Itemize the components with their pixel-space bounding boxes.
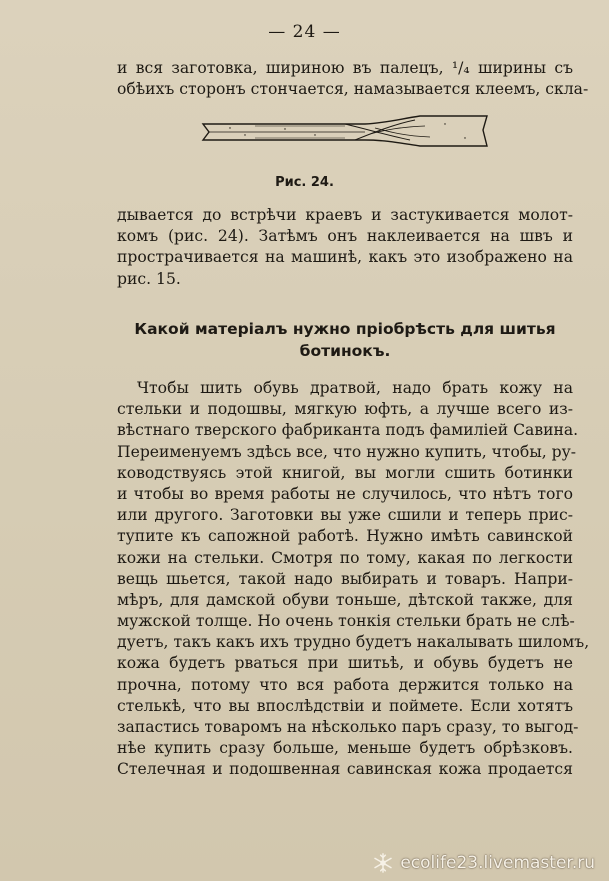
text-line: вещь шьется, такой надо выбирать и товаръ. Напри- <box>117 569 573 588</box>
text-line: Стелечная и подошвенная савинская кожа продается <box>117 760 573 779</box>
text-line: нѣе купить сразу больше, меньше будетъ обрѣзковъ. <box>117 739 573 758</box>
text-line: ководствуясь этой книгой, вы могли сшить ботинки <box>117 463 573 482</box>
text-line: прочна, потому что вся работа держится только на <box>117 675 573 694</box>
text-line: кожа будетъ рваться при шитьѣ, и обувь будетъ не <box>117 654 573 673</box>
snowflake-icon <box>372 852 394 874</box>
text-line: стельки и подошвы, мягкую юфть, а лучше всего из- <box>117 400 573 419</box>
text-line: тупите къ сапожной работѣ. Нужно имѣть савинской <box>117 527 573 546</box>
paragraph-main <box>117 378 590 781</box>
paragraph-top <box>117 58 589 100</box>
text-line: рис. 15. <box>117 269 181 288</box>
paragraph-continued <box>117 205 573 290</box>
text-line: мѣръ, для дамской обуви тоньше, дѣтской также, для <box>117 590 573 609</box>
text-line: обѣихъ сторонъ стончается, намазывается клеемъ, скла- <box>117 80 589 99</box>
heading-line: ботинокъ. <box>299 342 391 360</box>
text-line: вѣстнаго тверского фабриканта подъ фамилiей Савина. <box>117 421 579 440</box>
text-line: кожи на стельки. Смотря по тому, какая по легкости <box>117 548 573 567</box>
section-heading <box>117 318 573 362</box>
text-line: дывается до встрѣчи краевъ и застукивается молот- <box>117 206 573 224</box>
text-line: Чтобы шить обувь дратвой, надо брать кожу на <box>137 379 573 397</box>
text-line: комъ (рис. 24). Затѣмъ онъ наклеивается на швъ и <box>117 227 573 246</box>
page-number: — 24 — <box>268 22 341 42</box>
text-line: или другого. Заготовки вы уже сшили и теперь прис- <box>117 506 573 525</box>
watermark <box>372 851 595 875</box>
text-line: мужской толще. Но очень тонкiя стельки брать не слѣ- <box>117 612 575 631</box>
text-line: и чтобы во время работы не случилось, что нѣтъ того <box>117 484 573 503</box>
heading-line: Какой матерiалъ нужно прiобрѣсть для шитья <box>134 320 556 338</box>
figure-24-illustration <box>195 110 495 160</box>
text-line: прострачивается на машинѣ, какъ это изображено на <box>117 248 573 267</box>
text-line: и вся заготовка, шириною въ палецъ, ¹/₄ ширины съ <box>117 59 573 77</box>
text-line: Переименуемъ здѣсь все, что нужно купить, чтобы, ру- <box>117 442 577 461</box>
text-line: стелькѣ, что вы впослѣдствiи и поймете. Если хотятъ <box>117 696 573 715</box>
figure-caption: Рис. 24. <box>275 175 334 190</box>
text-line: дуетъ, такъ какъ ихъ трудно будетъ накалывать шиломъ, <box>117 633 590 652</box>
text-line: запастись товаромъ на нѣсколько паръ сразу, то выгод- <box>117 718 579 736</box>
watermark-text: ecolife23.livemaster.ru <box>400 853 595 873</box>
